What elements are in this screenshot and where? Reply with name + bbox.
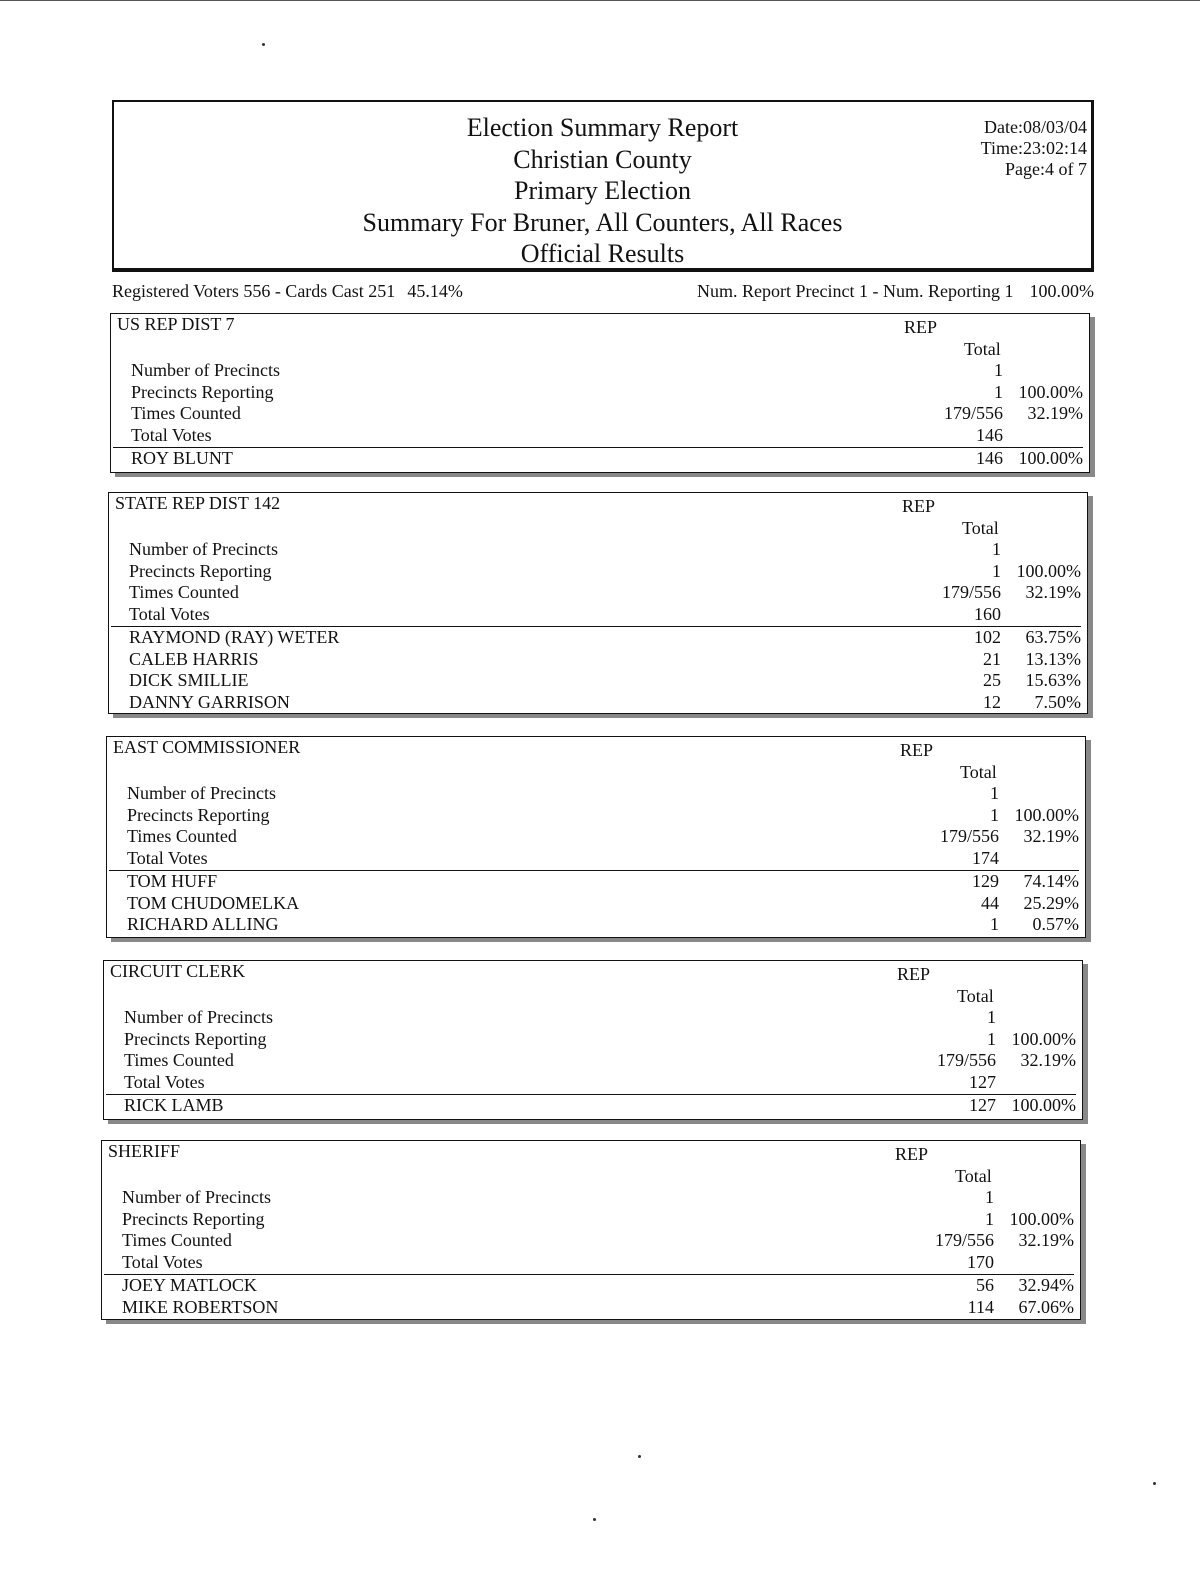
candidate-row: [127, 914, 1085, 936]
stat-row-reporting: [129, 561, 1087, 583]
candidate-votes: 127: [969, 1095, 996, 1115]
total-column-header: Total: [955, 1166, 992, 1186]
stat-row-reporting: [131, 382, 1089, 404]
stat-row-reporting: [127, 805, 1085, 827]
candidate-percent: 67.06%: [1018, 1296, 1074, 1317]
stat-value: 1: [990, 783, 999, 803]
stat-value: 174: [972, 847, 999, 868]
stat-row-times: [127, 826, 1085, 848]
results-status: Official Results: [520, 239, 685, 268]
report-date: Date:08/03/04: [984, 117, 1087, 137]
report-time: Time:23:02:14: [980, 138, 1087, 158]
election-name: Primary Election: [514, 176, 691, 205]
stat-label: Number of Precincts: [129, 539, 278, 559]
race-title: SHERIFF: [108, 1141, 181, 1161]
stat-value: 1: [985, 1187, 994, 1207]
candidate-percent: 100.00%: [1018, 448, 1083, 468]
race-box: [103, 960, 1083, 1120]
page-number: Page:4 of 7: [1005, 159, 1087, 179]
candidate-votes: 12: [983, 691, 1001, 712]
reporting-summary: [697, 279, 1094, 303]
report-title: Election Summary Report: [466, 113, 739, 142]
stat-value: 1: [987, 1028, 996, 1049]
stat-value: 179/556: [936, 1050, 996, 1070]
total-column-header: Total: [960, 762, 997, 782]
stat-label: Number of Precincts: [124, 1007, 273, 1027]
stat-row-precincts: [122, 1187, 1080, 1209]
stat-row-votes: [129, 604, 1087, 626]
stat-row-times: [131, 403, 1089, 425]
race-title: US REP DIST 7: [117, 314, 235, 334]
scan-speck: [1153, 1482, 1156, 1485]
candidate-row: [129, 649, 1087, 671]
stat-label: Total Votes: [131, 424, 212, 445]
stat-label: Total Votes: [124, 1071, 205, 1092]
race-box: [106, 736, 1086, 938]
registered-summary: [112, 279, 463, 303]
stat-row-reporting: [122, 1209, 1080, 1231]
stat-percent: 100.00%: [1016, 560, 1081, 581]
precincts-reporting-summary: Num. Report Precinct 1 - Num. Reporting 1: [697, 281, 1014, 301]
candidate-row: [122, 1297, 1080, 1319]
candidate-row: [127, 871, 1085, 893]
party-header: REP: [900, 740, 934, 760]
race-box: [101, 1140, 1081, 1320]
stat-row-votes: [122, 1252, 1080, 1274]
race-title: CIRCUIT CLERK: [110, 961, 246, 981]
candidate-name: TOM HUFF: [127, 871, 218, 891]
stat-value: 1: [987, 1007, 996, 1027]
stat-label: Precincts Reporting: [122, 1208, 265, 1229]
stat-value: 1: [990, 804, 999, 825]
stat-value: 160: [974, 603, 1001, 624]
stat-row-precincts: [129, 539, 1087, 561]
candidate-votes: 56: [976, 1275, 994, 1295]
candidate-name: RAYMOND (RAY) WETER: [129, 627, 340, 647]
race-title: STATE REP DIST 142: [115, 493, 281, 513]
stat-percent: 32.19%: [1027, 403, 1083, 423]
candidate-row: [124, 1095, 1082, 1117]
candidate-percent: 0.57%: [1032, 914, 1079, 934]
stat-value: 179/556: [939, 826, 999, 846]
candidate-percent: 100.00%: [1011, 1095, 1076, 1115]
stat-row-precincts: [127, 783, 1085, 805]
report-titles: [114, 112, 1091, 270]
turnout-percent: 45.14%: [407, 281, 463, 301]
stat-value: 179/556: [941, 582, 1001, 602]
stat-percent: 32.19%: [1025, 582, 1081, 602]
race-box: [108, 492, 1088, 714]
candidate-percent: 74.14%: [1023, 871, 1079, 891]
candidate-percent: 7.50%: [1034, 691, 1081, 712]
stat-value: 146: [976, 424, 1003, 445]
stat-label: Total Votes: [129, 603, 210, 624]
race-box: [110, 313, 1090, 473]
stat-percent: 100.00%: [1014, 804, 1079, 825]
scan-speck: [593, 1518, 596, 1521]
candidate-name: CALEB HARRIS: [129, 648, 259, 669]
candidate-votes: 146: [976, 448, 1003, 468]
scan-top-edge: [0, 0, 1200, 6]
county-name: Christian County: [513, 144, 692, 174]
party-header: REP: [902, 496, 936, 516]
stat-row-times: [122, 1230, 1080, 1252]
stat-row-votes: [127, 848, 1085, 870]
total-column-header: Total: [962, 518, 999, 538]
candidate-percent: 25.29%: [1023, 892, 1079, 913]
candidate-votes: 25: [983, 670, 1001, 690]
stat-label: Precincts Reporting: [124, 1028, 267, 1049]
report-scope: Summary For Bruner, All Counters, All Races: [362, 207, 843, 237]
party-header: REP: [904, 317, 938, 337]
report-meta: [981, 117, 1087, 180]
candidate-percent: 32.94%: [1018, 1275, 1074, 1295]
candidate-row: [131, 448, 1089, 470]
stat-label: Times Counted: [127, 826, 237, 846]
stat-label: Times Counted: [124, 1050, 234, 1070]
candidate-percent: 63.75%: [1025, 627, 1081, 647]
report-header: [112, 100, 1094, 272]
candidate-votes: 129: [972, 871, 999, 891]
turnout-summary: [112, 279, 1094, 303]
stat-percent: 32.19%: [1018, 1230, 1074, 1250]
candidate-row: [129, 627, 1087, 649]
party-header: REP: [895, 1144, 929, 1164]
stat-label: Times Counted: [131, 403, 241, 423]
stat-value: 1: [994, 360, 1003, 380]
stat-label: Precincts Reporting: [131, 381, 274, 402]
stat-label: Precincts Reporting: [127, 804, 270, 825]
stat-row-votes: [131, 425, 1089, 447]
stat-value: 1: [992, 560, 1001, 581]
total-column-header: Total: [957, 986, 994, 1006]
candidate-votes: 21: [983, 648, 1001, 669]
candidate-name: JOEY MATLOCK: [122, 1275, 257, 1295]
stat-percent: 32.19%: [1020, 1050, 1076, 1070]
stat-value: 1: [985, 1208, 994, 1229]
candidate-name: RICK LAMB: [124, 1095, 224, 1115]
stat-percent: 100.00%: [1011, 1028, 1076, 1049]
stat-label: Times Counted: [129, 582, 239, 602]
party-header: REP: [897, 964, 931, 984]
stat-label: Times Counted: [122, 1230, 232, 1250]
stat-label: Number of Precincts: [122, 1187, 271, 1207]
candidate-name: MIKE ROBERTSON: [122, 1296, 279, 1317]
stat-value: 1: [994, 381, 1003, 402]
stat-label: Total Votes: [127, 847, 208, 868]
race-title: EAST COMMISSIONER: [113, 737, 301, 757]
candidate-percent: 15.63%: [1025, 670, 1081, 690]
candidate-votes: 102: [974, 627, 1001, 647]
total-column-header: Total: [964, 339, 1001, 359]
candidate-row: [129, 670, 1087, 692]
stat-value: 179/556: [943, 403, 1003, 423]
candidate-name: DICK SMILLIE: [129, 670, 249, 690]
stat-label: Precincts Reporting: [129, 560, 272, 581]
candidate-name: RICHARD ALLING: [127, 914, 279, 934]
stat-value: 1: [992, 539, 1001, 559]
stat-value: 170: [967, 1251, 994, 1272]
candidate-percent: 13.13%: [1025, 648, 1081, 669]
stat-row-votes: [124, 1072, 1082, 1094]
candidate-votes: 44: [981, 892, 999, 913]
candidate-name: ROY BLUNT: [131, 448, 233, 468]
stat-percent: 100.00%: [1018, 381, 1083, 402]
candidate-row: [129, 692, 1087, 714]
stat-value: 127: [969, 1071, 996, 1092]
stat-label: Total Votes: [122, 1251, 203, 1272]
reporting-percent: 100.00%: [1029, 281, 1094, 301]
scan-speck: [262, 43, 265, 46]
stat-percent: 100.00%: [1009, 1208, 1074, 1229]
candidate-row: [122, 1275, 1080, 1297]
candidate-votes: 114: [967, 1296, 994, 1317]
stat-row-precincts: [124, 1007, 1082, 1029]
candidate-name: DANNY GARRISON: [129, 691, 290, 712]
stat-value: 179/556: [934, 1230, 994, 1250]
scan-speck: [638, 1455, 641, 1458]
candidate-row: [127, 893, 1085, 915]
stat-label: Number of Precincts: [131, 360, 280, 380]
stat-percent: 32.19%: [1023, 826, 1079, 846]
stat-row-times: [129, 582, 1087, 604]
stat-label: Number of Precincts: [127, 783, 276, 803]
stat-row-reporting: [124, 1029, 1082, 1051]
registered-voters: Registered Voters 556 - Cards Cast 251: [112, 281, 396, 301]
stat-row-times: [124, 1050, 1082, 1072]
candidate-name: TOM CHUDOMELKA: [127, 892, 300, 913]
candidate-votes: 1: [990, 914, 999, 934]
stat-row-precincts: [131, 360, 1089, 382]
